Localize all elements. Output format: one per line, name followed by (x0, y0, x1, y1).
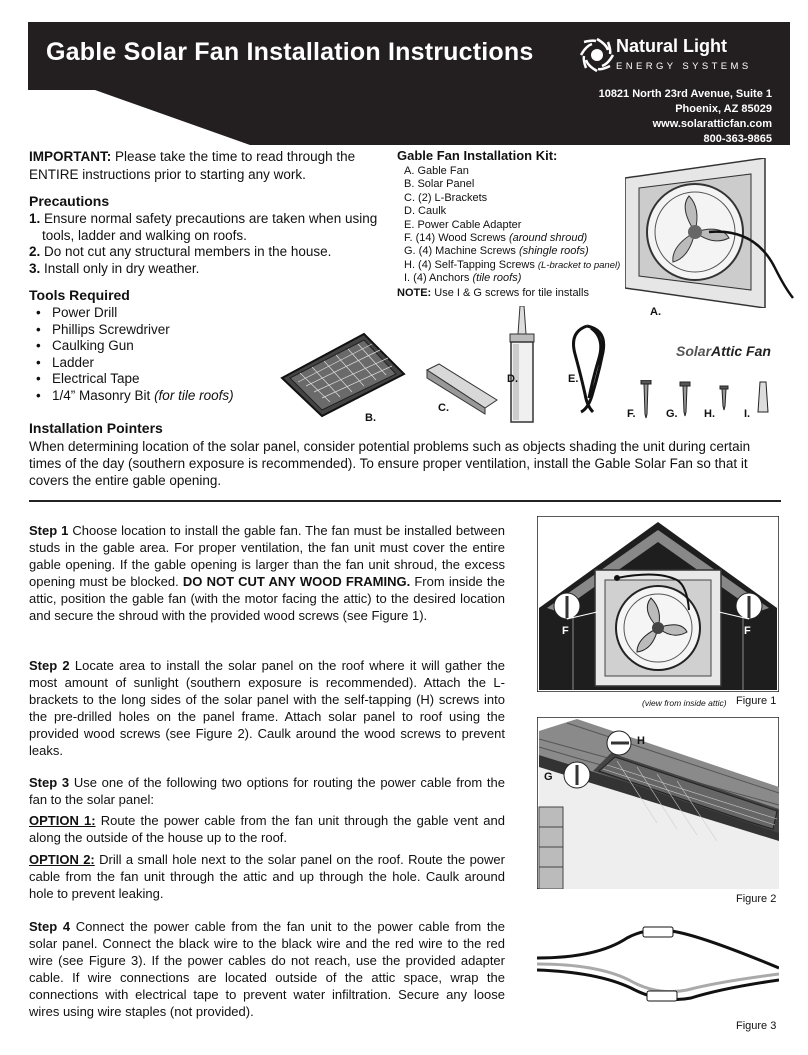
l-bracket-illustration (425, 360, 500, 415)
kit-label-h: H. (704, 408, 715, 420)
sun-logo-icon (578, 36, 616, 74)
important-label: IMPORTANT: (29, 149, 112, 164)
kit-label-d: D. (507, 373, 518, 385)
list-item: • Ladder (36, 355, 234, 372)
step-1: Step 1 Choose location to install the gable fan. The fan must be installed between studs in the gable area. For proper ventilation, the fan unit must cover the entire gable opening. If the gable opening is larger than the fan unit shroud, the excess opening must be blocked. DO NOT CUT ANY WOOD FRAMING. From inside the attic, position the gable fan (with the motor facing the attic) to the desired location and secure the shroud with the provided wood screws (see Figure 1). (29, 523, 505, 623)
figure-2-caption: Figure 2 (736, 893, 777, 905)
list-item: • Caulking Gun (36, 338, 234, 355)
kit-note: NOTE: Use I & G screws for tile installs (397, 287, 589, 299)
brand-attic-fan: Attic Fan (711, 343, 771, 359)
kit-label-i: I. (744, 408, 751, 420)
kit-label-a: A. (650, 306, 661, 318)
fig2-label-g: G (544, 771, 553, 783)
section-divider (29, 500, 781, 502)
phone: 800-363-9865 (703, 133, 772, 145)
list-item: F. (14) Wood Screws (around shroud) (404, 232, 588, 245)
step-2: Step 2 Locate area to install the solar panel on the roof where it will gather the most amount of sunlight (southern exposure is recommended). Attach the L-brackets to the long sides of the solar panel with the self-tapping (H) screws into the pre-drilled holes on the panel frame. Attach solar panel to roof using the provided wood screws (see Figure 2). Caulk around the wood screws to prevent leaks. (29, 658, 505, 758)
logo-name: Natural Light (616, 36, 727, 56)
figure-3-illustration (537, 918, 779, 1018)
list-item: B. Solar Panel (404, 178, 475, 191)
company-address (599, 87, 772, 147)
list-item: E. Power Cable Adapter (404, 218, 522, 231)
list-item: H. (4) Self-Tapping Screws (L-bracket to panel) (404, 258, 621, 271)
kit-label-g: G. (666, 408, 678, 420)
list-item: • 1/4” Masonry Bit (for tile roofs) (36, 388, 234, 405)
step-3: Step 3 Use one of the following two options for routing the power cable from the fan to the solar panel: (29, 775, 505, 807)
kit-heading: Gable Fan Installation Kit: (397, 148, 558, 163)
caulk-tube-illustration (505, 306, 539, 424)
list-item: • Phillips Screwdriver (36, 322, 234, 339)
solar-attic-fan-brand (676, 343, 771, 359)
address-city: Phoenix, AZ 85029 (675, 103, 772, 115)
figure-3-caption: Figure 3 (736, 1020, 777, 1032)
important-notice (29, 148, 379, 184)
tools-heading: Tools Required (29, 287, 130, 303)
figure-1-illustration (537, 516, 779, 692)
list-item: 2. Do not cut any structural members in the house. (29, 244, 332, 260)
page-title: Gable Solar Fan Installation Instructions (46, 38, 534, 66)
kit-label-f: F. (627, 408, 636, 420)
tools-list (36, 305, 234, 405)
list-item: D. Caulk (404, 205, 447, 218)
fig2-label-h: H (637, 735, 645, 747)
power-cable-illustration (565, 322, 615, 414)
figure-1-note: (view from inside attic) (642, 698, 727, 708)
list-item: • Power Drill (36, 305, 234, 322)
important-text: Please take the time to read through the ENTIRE instructions prior to starting any work. (29, 149, 356, 182)
kit-label-e: E. (568, 373, 579, 385)
list-item: G. (4) Machine Screws (shingle roofs) (404, 245, 589, 258)
solar-panel-illustration (278, 330, 408, 418)
fig1-label-f-right: F (744, 625, 751, 637)
kit-label-b: B. (365, 412, 376, 424)
gable-fan-illustration (625, 158, 795, 308)
step-3-option-1: OPTION 1: Route the power cable from the fan unit through the gable vent and along the outside of the house up to the roof. (29, 813, 505, 845)
fig1-label-f-left: F (562, 625, 569, 637)
list-item: • Electrical Tape (36, 371, 234, 388)
website: www.solaratticfan.com (652, 118, 772, 130)
list-item: I. (4) Anchors (tile roofs) (404, 272, 522, 285)
address-line: 10821 North 23rd Avenue, Suite 1 (598, 88, 772, 100)
kit-list (404, 165, 620, 286)
pointers-text: When determining location of the solar panel, consider potential problems such as objects shading the unit during certain times of the day (southern exposure is recommended). To ensure proper ventilation, install the Gable Solar Fan so that it covers the entire gable opening. (29, 439, 751, 488)
list-item: A. Gable Fan (404, 165, 469, 177)
list-item: C. (2) L-Brackets (404, 191, 488, 204)
precautions-heading: Precautions (29, 193, 110, 209)
list-item: 3. Install only in dry weather. (29, 260, 200, 276)
brand-solar: Solar (676, 343, 712, 359)
figure-2-illustration (537, 717, 779, 889)
kit-label-c: C. (438, 402, 449, 414)
logo-subtitle: ENERGY SYSTEMS (616, 61, 752, 72)
step-3-option-2: OPTION 2: Drill a small hole next to the solar panel on the roof. Route the power cable from the fan unit through the attic and up through the hole. Caulk around hole to prevent leaking. (29, 852, 505, 901)
list-item: 1. Ensure normal safety precautions are taken when using tools, ladder and walking on roofs. (29, 211, 378, 243)
figure-1-caption: Figure 1 (736, 695, 777, 707)
pointers-heading: Installation Pointers (29, 420, 163, 436)
precautions-list (29, 211, 389, 277)
step-4: Step 4 Connect the power cable from the fan unit to the power cable from the solar panel. Connect the black wire to the black wire and the red wire to the red wire (see Figure 3). If the power cables do not reach, use the provided adapter cable. If wire connections are located outside of the attic space, wrap the connections with electrical tape to prevent water infiltration. Secure any loose wires using wire staples (not provided). (29, 919, 505, 1019)
